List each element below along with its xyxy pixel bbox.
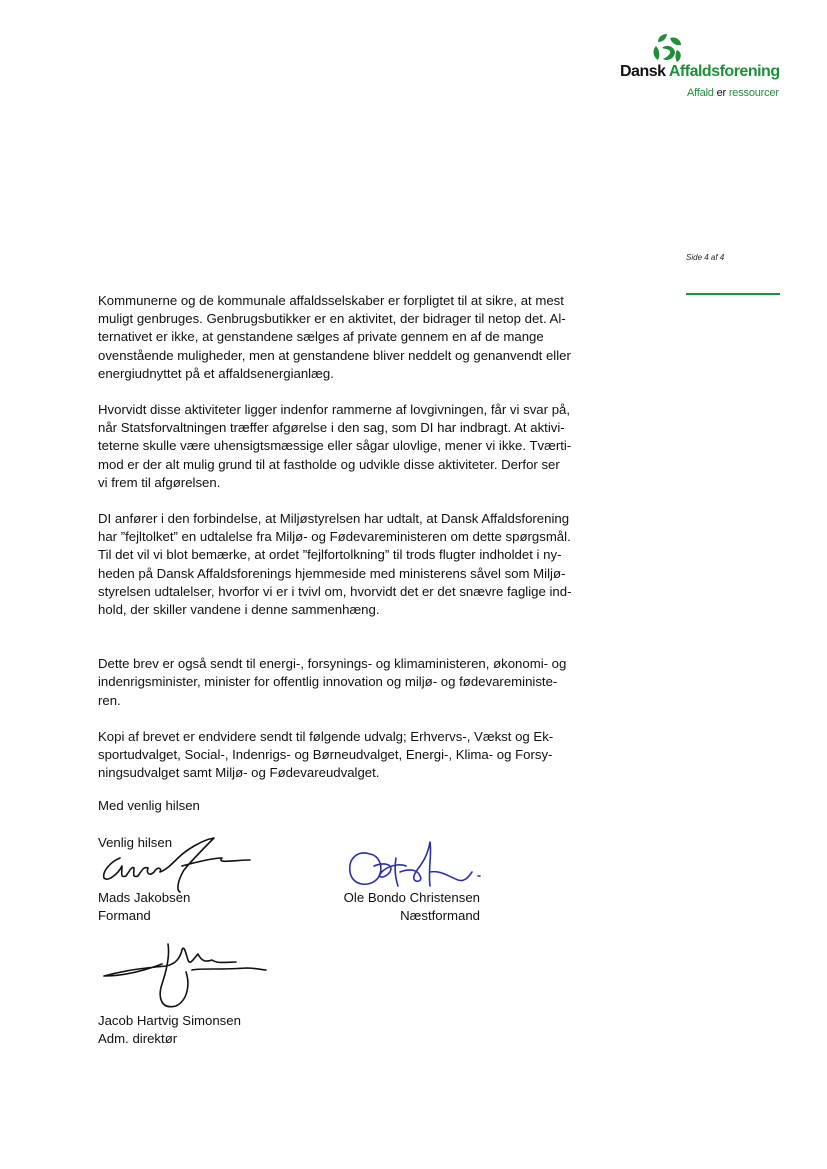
paragraph: Dette brev er også sendt til energi-, forsynings- og klimaministeren, økonomi- og indenrigsminister, minister for offentlig innovation og miljø- og fødevareministe- ren.	[98, 656, 567, 708]
paragraph: Kopi af brevet er endvidere sendt til følgende udvalg; Erhvervs-, Vækst og Ek- sportudvalget, Social-, Indenrigs- og Børneudvalget, Energi-, Klima- og Forsy- ningsudvalget samt Miljø- og Fødevareudvalget.	[98, 728, 554, 781]
signatory-title: Adm. direktør	[98, 1031, 178, 1047]
company-logo	[620, 32, 785, 102]
paragraph: Hvorvidt disse aktiviteter ligger indenfor rammerne af lovgivningen, får vi svar på, når Statsforvaltningen træffer afgørelse i den sag, som DI har indbragt. At aktivi- teterne skulle være uhensigtsmæssige eller sågar ulovlige, mener vi ikke. Tværti- mod er der alt mulig grund til at fastholde og udvikle disse aktiviteter. Derfor ser vi frem til afgørelsen.	[98, 402, 572, 490]
signatory-title: Næstformand	[400, 908, 480, 924]
letter-body	[98, 292, 618, 782]
signatory-name: Ole Bondo Christensen	[343, 890, 480, 905]
page-number: Side 4 af 4	[686, 253, 725, 262]
margin-divider	[686, 293, 780, 295]
signatory-name: Mads Jakobsen	[98, 890, 191, 905]
paragraph: Kommunerne og de kommunale affaldsselskaber er forpligtet til at sikre, at mest muligt genbruges. Genbrugsbutikker er en aktivitet, der bidrager til netop det. Al- ternativet er ikke, at genstandene sælges af private gennem en af de mange ovenstående muligheder, men at genstandene bliver neddelt og genanvendt eller energiudnyttet på et affaldsenergianlæg.	[98, 293, 571, 381]
signatory-name: Jacob Hartvig Simonsen	[98, 1013, 241, 1028]
signatory-greeting: Venlig hilsen	[98, 835, 173, 850]
leaf-recycle-icon	[650, 32, 684, 64]
signature-jacob-hartvig-simonsen	[96, 940, 271, 1012]
signature-ole-bondo-christensen	[340, 836, 490, 896]
signature-mads-jakobsen	[96, 836, 256, 896]
logo-tagline: Affald er ressourcer	[687, 87, 779, 99]
closing-salutation: Med venlig hilsen	[98, 798, 200, 813]
signatory-2	[336, 889, 480, 925]
signatory-title: Formand	[98, 908, 151, 924]
paragraph: DI anfører i den forbindelse, at Miljøstyrelsen har udtalt, at Dansk Affaldsforening har ”fejltolket” en udtalelse fra Miljø- og Fødevareministeren om dette spørgsmål. Til det vil vi blot bemærke, at ordet ”fejlfortolkning” til trods flugter indholdet i ny- heden på Dansk Affaldsforenings hjemmeside med ministerens såvel som Miljø- styrelsen udtalelser, hvorfor vi er i tvivl om, hvorvidt det er det snævre faglige ind- hold, der skiller vandene i denne sammenhæng.	[98, 511, 572, 618]
signatory-3	[98, 1012, 241, 1048]
signatory-1	[98, 889, 190, 925]
logo-name: Dansk Affaldsforening	[620, 63, 780, 80]
